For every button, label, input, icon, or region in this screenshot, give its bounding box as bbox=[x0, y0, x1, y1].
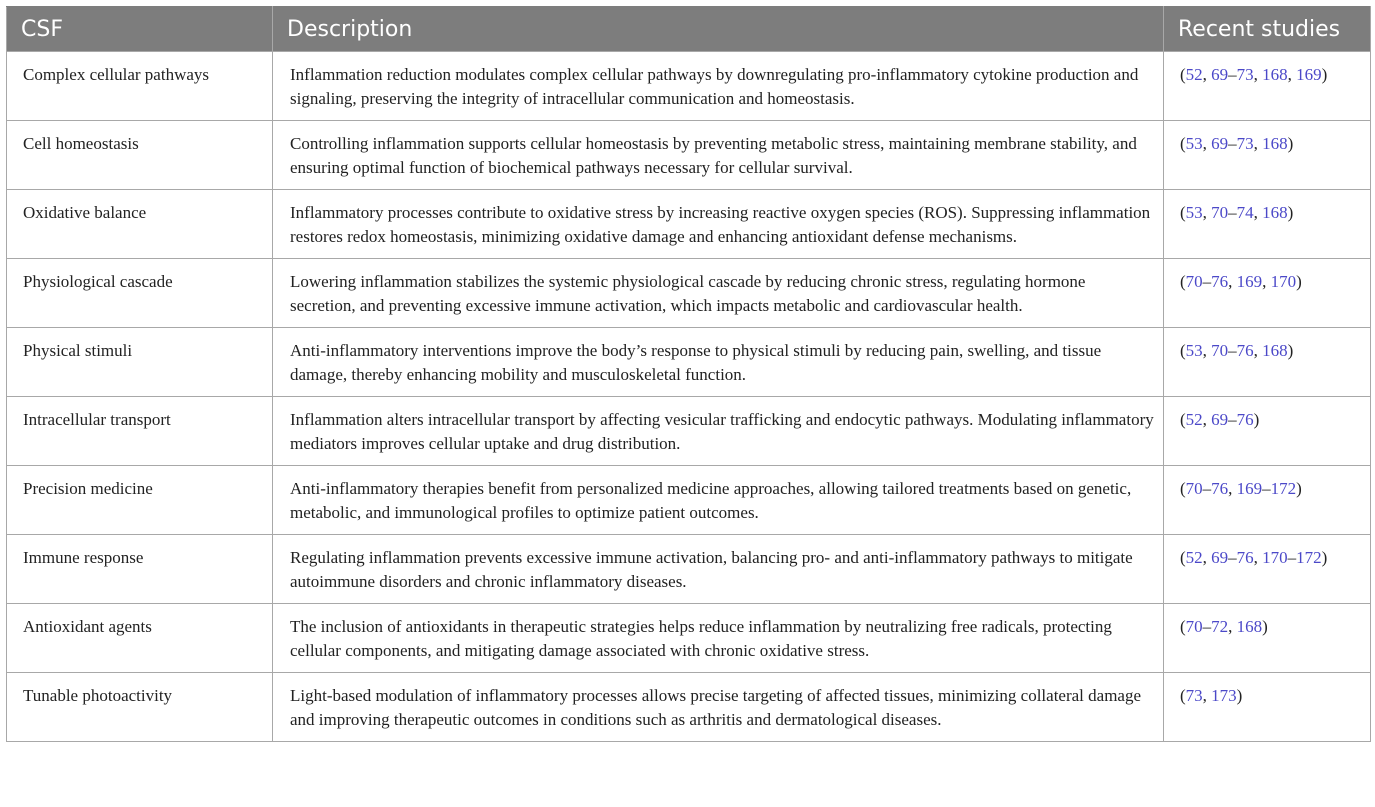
table-body bbox=[7, 52, 1371, 742]
column-header-csf: CSF bbox=[7, 7, 273, 52]
reference-link[interactable]: 52 bbox=[1185, 410, 1203, 429]
description-cell: Anti-inflammatory interventions improve the body’s response to physical stimuli by reducing pain, swelling, and tissue damage, thereby enhancing mobility and musculoskeletal function. bbox=[273, 328, 1164, 397]
reference-link[interactable]: 169 bbox=[1236, 479, 1263, 498]
reference-link[interactable]: 69 bbox=[1211, 410, 1229, 429]
reference-link[interactable]: 74 bbox=[1236, 203, 1254, 222]
reference-link[interactable]: 168 bbox=[1262, 134, 1288, 153]
reference-link[interactable]: 70 bbox=[1211, 341, 1229, 360]
csf-table bbox=[6, 6, 1371, 742]
reference-link[interactable]: 69 bbox=[1211, 134, 1229, 153]
description-cell: Inflammatory processes contribute to oxidative stress by increasing reactive oxygen species (ROS). Suppressing inflammation restores redox homeostasis, minimizing oxidative damage and enhancing antioxidant defense mechanisms. bbox=[273, 190, 1164, 259]
reference-link[interactable]: 53 bbox=[1185, 203, 1203, 222]
reference-link[interactable]: 53 bbox=[1185, 341, 1203, 360]
reference-link[interactable]: 70 bbox=[1185, 272, 1203, 291]
reference-link[interactable]: 170 bbox=[1270, 272, 1297, 291]
references-cell: (52, 69–73, 168, 169) bbox=[1164, 52, 1371, 121]
description-cell: The inclusion of antioxidants in therapeutic strategies helps reduce inflammation by neutralizing free radicals, protecting cellular components, and mitigating damage associated with chronic oxidative stress. bbox=[273, 604, 1164, 673]
description-cell: Anti-inflammatory therapies benefit from personalized medicine approaches, allowing tailored treatments based on genetic, metabolic, and immunological profiles to optimize patient outcomes. bbox=[273, 466, 1164, 535]
reference-link[interactable]: 73 bbox=[1236, 65, 1254, 84]
reference-link[interactable]: 76 bbox=[1211, 272, 1229, 291]
table-row bbox=[7, 121, 1371, 190]
reference-link[interactable]: 169 bbox=[1236, 272, 1263, 291]
reference-link[interactable]: 170 bbox=[1262, 548, 1288, 567]
table-header bbox=[7, 7, 1371, 52]
reference-link[interactable]: 76 bbox=[1236, 548, 1254, 567]
description-cell: Inflammation reduction modulates complex cellular pathways by downregulating pro-inflammatory cytokine production and signaling, preserving the integrity of intracellular communication and homeostasis. bbox=[273, 52, 1164, 121]
description-cell: Controlling inflammation supports cellular homeostasis by preventing metabolic stress, maintaining membrane stability, and ensuring optimal function of biochemical pathways necessary for cellular survival. bbox=[273, 121, 1164, 190]
description-cell: Inflammation alters intracellular transport by affecting vesicular trafficking and endocytic pathways. Modulating inflammatory mediators improves cellular uptake and drug distribution. bbox=[273, 397, 1164, 466]
description-cell: Light-based modulation of inflammatory processes allows precise targeting of affected tissues, minimizing collateral damage and improving therapeutic outcomes in conditions such as arthritis and dermatological diseases. bbox=[273, 673, 1164, 742]
csf-cell: Physical stimuli bbox=[7, 328, 273, 397]
table-row bbox=[7, 190, 1371, 259]
description-cell: Lowering inflammation stabilizes the systemic physiological cascade by reducing chronic stress, regulating hormone secretion, and preventing excessive immune activation, which impacts metabolic and cardiovascular health. bbox=[273, 259, 1164, 328]
reference-link[interactable]: 52 bbox=[1185, 65, 1203, 84]
table-row bbox=[7, 673, 1371, 742]
csf-cell: Physiological cascade bbox=[7, 259, 273, 328]
table-row bbox=[7, 604, 1371, 673]
references-cell: (53, 69–73, 168) bbox=[1164, 121, 1371, 190]
description-cell: Regulating inflammation prevents excessive immune activation, balancing pro- and anti-inflammatory pathways to mitigate autoimmune disorders and chronic inflammatory diseases. bbox=[273, 535, 1164, 604]
csf-cell: Intracellular transport bbox=[7, 397, 273, 466]
references-cell: (70–72, 168) bbox=[1164, 604, 1371, 673]
csf-cell: Immune response bbox=[7, 535, 273, 604]
csf-cell: Cell homeostasis bbox=[7, 121, 273, 190]
table-row bbox=[7, 397, 1371, 466]
reference-link[interactable]: 70 bbox=[1185, 617, 1203, 636]
column-header-recent-studies: Recent studies bbox=[1164, 7, 1371, 52]
reference-link[interactable]: 168 bbox=[1262, 203, 1288, 222]
reference-link[interactable]: 53 bbox=[1185, 134, 1203, 153]
csf-cell: Antioxidant agents bbox=[7, 604, 273, 673]
column-header-description: Description bbox=[273, 7, 1164, 52]
references-cell: (53, 70–76, 168) bbox=[1164, 328, 1371, 397]
reference-link[interactable]: 72 bbox=[1211, 617, 1229, 636]
reference-link[interactable]: 168 bbox=[1236, 617, 1263, 636]
csf-cell: Tunable photoactivity bbox=[7, 673, 273, 742]
csf-cell: Oxidative balance bbox=[7, 190, 273, 259]
reference-link[interactable]: 169 bbox=[1296, 65, 1322, 84]
table-row bbox=[7, 535, 1371, 604]
table-row bbox=[7, 328, 1371, 397]
reference-link[interactable]: 172 bbox=[1270, 479, 1297, 498]
reference-link[interactable]: 73 bbox=[1236, 134, 1254, 153]
references-cell: (52, 69–76, 170–172) bbox=[1164, 535, 1371, 604]
table-row bbox=[7, 52, 1371, 121]
references-cell: (73, 173) bbox=[1164, 673, 1371, 742]
references-cell: (70–76, 169, 170) bbox=[1164, 259, 1371, 328]
reference-link[interactable]: 76 bbox=[1236, 341, 1254, 360]
reference-link[interactable]: 69 bbox=[1211, 548, 1229, 567]
reference-link[interactable]: 70 bbox=[1211, 203, 1229, 222]
reference-link[interactable]: 70 bbox=[1185, 479, 1203, 498]
reference-link[interactable]: 69 bbox=[1211, 65, 1229, 84]
reference-link[interactable]: 173 bbox=[1211, 686, 1237, 705]
csf-cell: Complex cellular pathways bbox=[7, 52, 273, 121]
reference-link[interactable]: 76 bbox=[1236, 410, 1254, 429]
table-row bbox=[7, 466, 1371, 535]
header-row bbox=[7, 7, 1371, 52]
references-cell: (53, 70–74, 168) bbox=[1164, 190, 1371, 259]
csf-cell: Precision medicine bbox=[7, 466, 273, 535]
references-cell: (52, 69–76) bbox=[1164, 397, 1371, 466]
reference-link[interactable]: 168 bbox=[1262, 341, 1288, 360]
references-cell: (70–76, 169–172) bbox=[1164, 466, 1371, 535]
reference-link[interactable]: 52 bbox=[1185, 548, 1203, 567]
reference-link[interactable]: 73 bbox=[1185, 686, 1203, 705]
reference-link[interactable]: 76 bbox=[1211, 479, 1229, 498]
reference-link[interactable]: 172 bbox=[1296, 548, 1322, 567]
reference-link[interactable]: 168 bbox=[1262, 65, 1288, 84]
table-row bbox=[7, 259, 1371, 328]
